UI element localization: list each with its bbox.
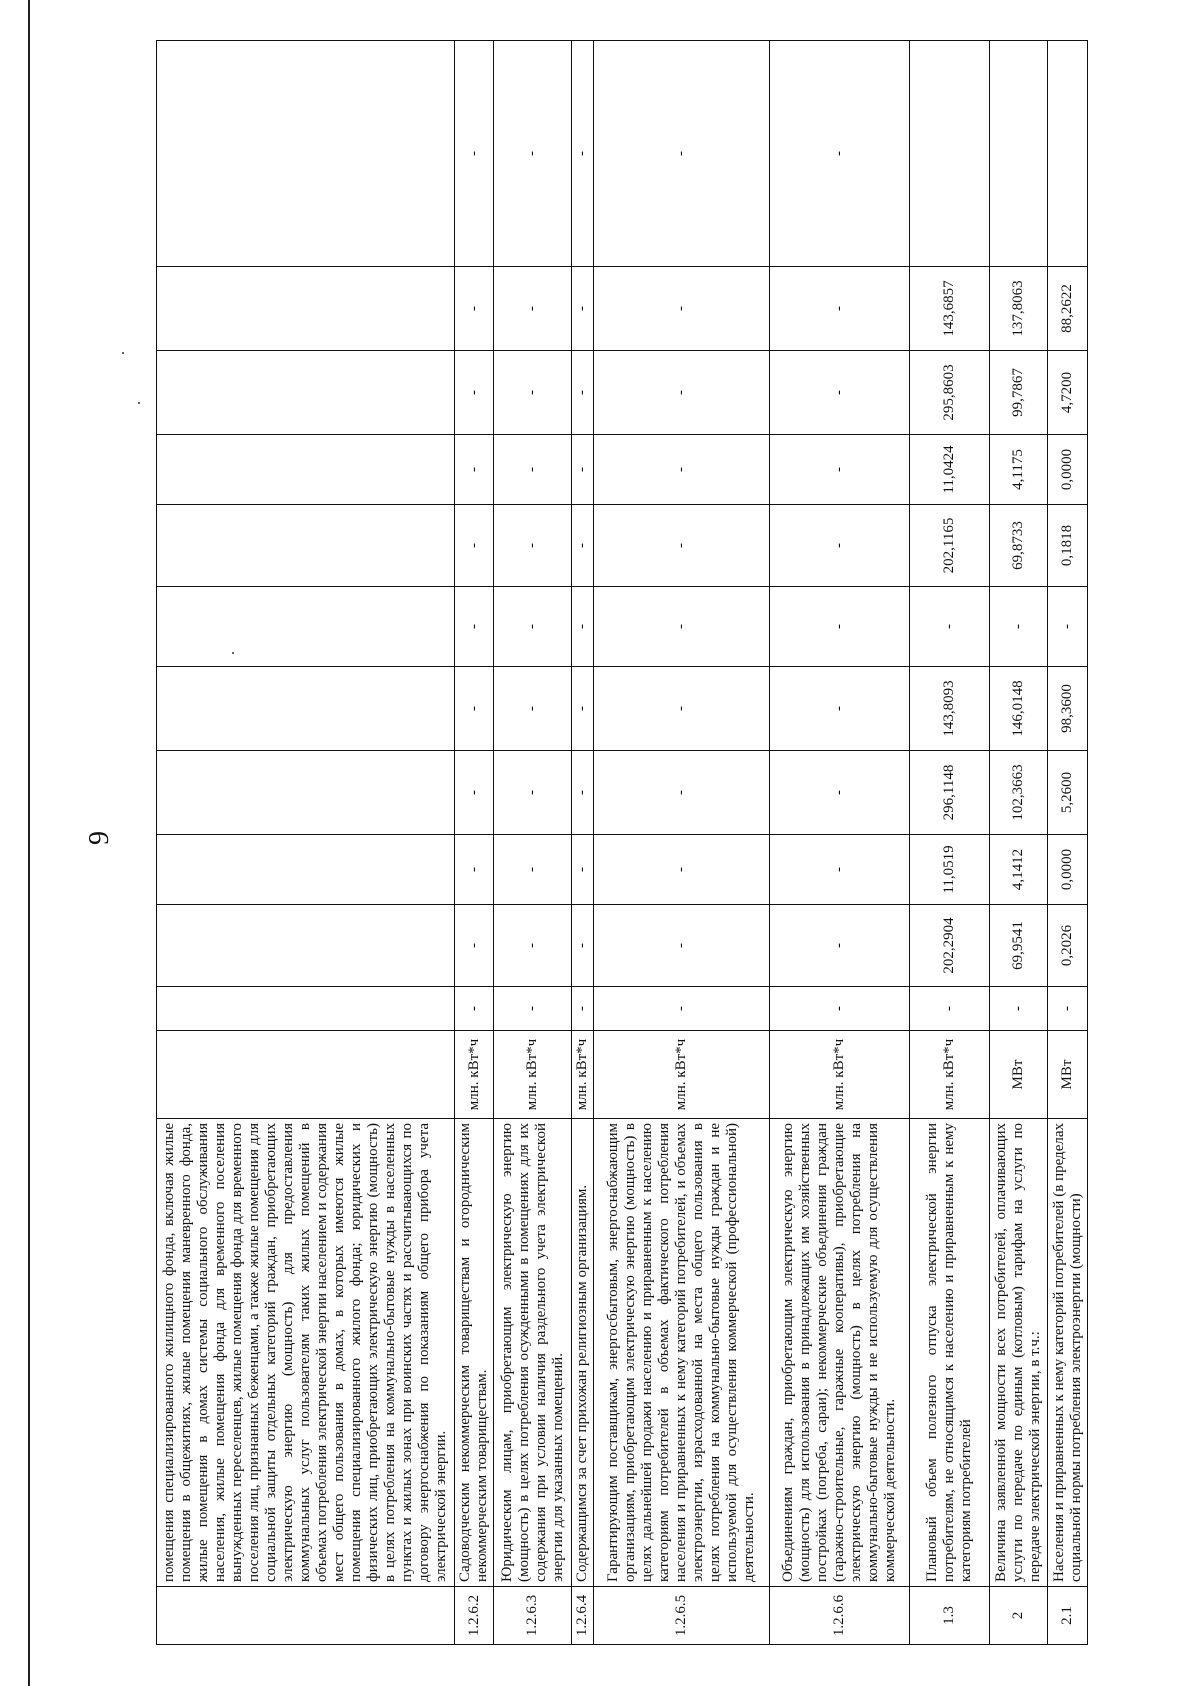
value-cell: 0,1818: [1048, 505, 1088, 587]
row-description-text: Гарантирующим поставщикам, энергосбытовым, энергоснабжающим организациям, приобретающим электрическую энергию (мощность) в целях дальнейшей продажи населению и приравненным к населению категориям потребителей в объемах фактического потребления населения и приравненных к нему категорий потребителей, и объемах электроэнергии, израсходованной на места общего пользования в целях потребления на коммунально-бытовые нужды граждан и не используемой для осуществления коммерческой (профессиональной) деятельности.: [605, 1123, 757, 1582]
value-cell: [157, 41, 455, 267]
value-cell: -: [770, 435, 910, 505]
value-cell: 146,0148: [990, 667, 1048, 751]
row-number: 1.3: [910, 1587, 990, 1645]
row-description-text: Содержащимся за счет прихожан религиозным организациям.: [574, 1184, 590, 1582]
value-cell: 5,2600: [1048, 751, 1088, 835]
value-cell: 202,2904: [910, 905, 990, 987]
value-cell: 143,8093: [910, 667, 990, 751]
value-cell: -: [572, 505, 594, 587]
value-cell: 11,0519: [910, 835, 990, 905]
value-cell: -: [594, 905, 770, 987]
value-cell: -: [572, 41, 594, 267]
value-cell: -: [770, 835, 910, 905]
value-cell: -: [494, 505, 572, 587]
value-cell: -: [455, 835, 494, 905]
value-cell: -: [770, 905, 910, 987]
value-cell: [157, 835, 455, 905]
value-cell: -: [494, 351, 572, 435]
value-cell: [157, 905, 455, 987]
value-cell: [990, 41, 1048, 267]
row-description-text: Садоводческим некоммерческим товариществам и огородническим некоммерческим товариществам.: [457, 1123, 490, 1582]
row-description-text: Населения и приравненных к нему категорий потребителей (в пределах социальной нормы потребления электроэнергии (мощности): [1050, 1123, 1084, 1582]
value-cell: [157, 351, 455, 435]
value-cell: -: [770, 587, 910, 667]
row-number: 1.2.6.6: [770, 1587, 910, 1645]
value-cell: 99,7867: [990, 351, 1048, 435]
value-cell: 296,1148: [910, 751, 990, 835]
value-cell: 4,1175: [990, 435, 1048, 505]
value-cell: 0,2026: [1048, 905, 1088, 987]
value-cell: -: [990, 587, 1048, 667]
value-cell: -: [594, 751, 770, 835]
table-row: [770, 41, 910, 1645]
value-cell: -: [494, 667, 572, 751]
row-unit: МВт: [1048, 1031, 1088, 1119]
row-unit: МВт: [990, 1031, 1048, 1119]
value-cell: -: [455, 987, 494, 1031]
value-cell: -: [572, 987, 594, 1031]
value-cell: [157, 987, 455, 1031]
row-number: 2.1: [1048, 1587, 1088, 1645]
value-cell: -: [572, 667, 594, 751]
value-cell: [157, 505, 455, 587]
value-cell: -: [770, 987, 910, 1031]
value-cell: -: [455, 751, 494, 835]
value-cell: 102,3663: [990, 751, 1048, 835]
row-description-text: Объединениям граждан, приобретающим электрическую энергию (мощность) для использования в принадлежащих им хозяйственных постройках (погреба, сараи); некоммерческие объединения граждан (гаражно-строительные, гаражные кооперативы), приобретающие электрическую энергию (мощность) в целях потребления на коммунально-бытовые нужды и не используемую для осуществления коммерческой деятельности.: [780, 1123, 898, 1582]
value-cell: -: [455, 41, 494, 267]
value-cell: -: [455, 267, 494, 351]
row-number: 1.2.6.3: [494, 1587, 572, 1645]
row-unit: млн. кВт*ч: [455, 1031, 494, 1119]
value-cell: -: [770, 41, 910, 267]
value-cell: -: [1048, 987, 1088, 1031]
value-cell: 11,0424: [910, 435, 990, 505]
row-description: [770, 1119, 910, 1587]
value-cell: -: [594, 267, 770, 351]
tariff-table-sheet: [156, 41, 1180, 1645]
row-number: 2: [990, 1587, 1048, 1645]
value-cell: -: [455, 905, 494, 987]
value-cell: 69,8733: [990, 505, 1048, 587]
value-cell: -: [594, 667, 770, 751]
value-cell: -: [494, 751, 572, 835]
value-cell: [1048, 41, 1088, 267]
value-cell: -: [594, 505, 770, 587]
row-number: [157, 1587, 455, 1645]
table-row: [1048, 41, 1088, 1645]
row-unit: млн. кВт*ч: [910, 1031, 990, 1119]
row-description: [455, 1119, 494, 1587]
value-cell: -: [594, 351, 770, 435]
row-description: [157, 1119, 455, 1587]
row-unit: млн. кВт*ч: [572, 1031, 594, 1119]
value-cell: -: [572, 351, 594, 435]
value-cell: 0,0000: [1048, 835, 1088, 905]
value-cell: 88,2622: [1048, 267, 1088, 351]
row-description-text: Величина заявленной мощности всех потребителей, оплачивающих услуги по передаче по единым (котловым) тарифам на услуги по передаче электрической энергии, в т.ч.:: [993, 1123, 1043, 1582]
value-cell: 0,0000: [1048, 435, 1088, 505]
row-unit: млн. кВт*ч: [494, 1031, 572, 1119]
scan-edge: [28, 0, 30, 1686]
value-cell: -: [572, 587, 594, 667]
value-cell: -: [572, 435, 594, 505]
value-cell: -: [770, 667, 910, 751]
value-cell: -: [770, 267, 910, 351]
value-cell: -: [455, 435, 494, 505]
value-cell: 137,8063: [990, 267, 1048, 351]
row-unit: млн. кВт*ч: [594, 1031, 770, 1119]
value-cell: 202,1165: [910, 505, 990, 587]
value-cell: -: [494, 435, 572, 505]
table-row: [494, 41, 572, 1645]
value-cell: -: [455, 505, 494, 587]
value-cell: -: [594, 435, 770, 505]
value-cell: 295,8603: [910, 351, 990, 435]
value-cell: -: [990, 987, 1048, 1031]
value-cell: -: [494, 587, 572, 667]
value-cell: -: [455, 587, 494, 667]
value-cell: -: [594, 987, 770, 1031]
value-cell: -: [910, 587, 990, 667]
table-row: [157, 41, 455, 1645]
table-row: [910, 41, 990, 1645]
value-cell: 4,7200: [1048, 351, 1088, 435]
row-description-text: Плановый объем полезного отпуска электрической энергии потребителям, не относящимся к населению и приравненным к нему категориям потребителей: [924, 1123, 974, 1582]
value-cell: [157, 267, 455, 351]
value-cell: -: [572, 267, 594, 351]
value-cell: -: [494, 905, 572, 987]
value-cell: -: [494, 41, 572, 267]
value-cell: -: [494, 987, 572, 1031]
row-description: [990, 1119, 1048, 1587]
value-cell: -: [770, 751, 910, 835]
value-cell: -: [1048, 587, 1088, 667]
value-cell: -: [494, 267, 572, 351]
scan-speck: [122, 352, 124, 354]
row-description: [594, 1119, 770, 1587]
value-cell: -: [572, 905, 594, 987]
value-cell: [157, 751, 455, 835]
value-cell: [157, 435, 455, 505]
value-cell: -: [494, 835, 572, 905]
row-description: [572, 1119, 594, 1587]
value-cell: -: [572, 835, 594, 905]
value-cell: 98,3600: [1048, 667, 1088, 751]
value-cell: [910, 41, 990, 267]
row-description: [494, 1119, 572, 1587]
row-unit: [157, 1031, 455, 1119]
value-cell: -: [455, 351, 494, 435]
value-cell: -: [770, 505, 910, 587]
value-cell: -: [594, 41, 770, 267]
value-cell: -: [572, 751, 594, 835]
page-number: 9: [84, 831, 115, 845]
row-description-text: помещения специализированного жилищного фонда, включая жилые помещения в общежитиях, жилые помещения маневренного фонда, жилые помещения в домах системы социального обслуживания населения, жилые помещения фонда для временного поселения вынужденных переселенцев, жилые помещения фонда для временного поселения лиц, признанных беженцами, а также жилые помещения для социальной защиты отдельных категорий граждан, приобретающих электрическую энергию (мощность) для предоставления коммунальных услуг пользователям таких жилых помещений в объемах потребления электрической энергии населением и содержания мест общего пользования в домах, в которых имеются жилые помещения специализированного жилого фонда; юридических и физических лиц, приобретающих электрическую энергию (мощность) в целях потребления на коммунально-бытовые нужды в населенных пунктах и жилых зонах при воинских частях и рассчитывающихся по договору энергоснабжения по показаниям общего прибора учета электрической энергии.: [161, 1123, 449, 1582]
row-description: [1048, 1119, 1088, 1587]
tariff-table: [156, 40, 1088, 1645]
value-cell: -: [594, 587, 770, 667]
scan-speck: [138, 402, 140, 404]
value-cell: [157, 667, 455, 751]
table-row: [572, 41, 594, 1645]
row-number: 1.2.6.5: [594, 1587, 770, 1645]
value-cell: -: [910, 987, 990, 1031]
value-cell: -: [455, 667, 494, 751]
value-cell: 69,9541: [990, 905, 1048, 987]
table-row: [455, 41, 494, 1645]
value-cell: 143,6857: [910, 267, 990, 351]
table-row: [990, 41, 1048, 1645]
value-cell: 4,1412: [990, 835, 1048, 905]
row-number: 1.2.6.4: [572, 1587, 594, 1645]
table-body: [157, 41, 1088, 1645]
row-description-text: Юридическим лицам, приобретающим электрическую энергию (мощность) в целях потребления осужденными в помещениях для их содержания при условии наличия раздельного учета электрической энергии для указанных помещений.: [498, 1123, 566, 1582]
row-number: 1.2.6.2: [455, 1587, 494, 1645]
value-cell: [157, 587, 455, 667]
value-cell: -: [594, 835, 770, 905]
row-unit: млн. кВт*ч: [770, 1031, 910, 1119]
value-cell: -: [770, 351, 910, 435]
row-description: [910, 1119, 990, 1587]
table-row: [594, 41, 770, 1645]
